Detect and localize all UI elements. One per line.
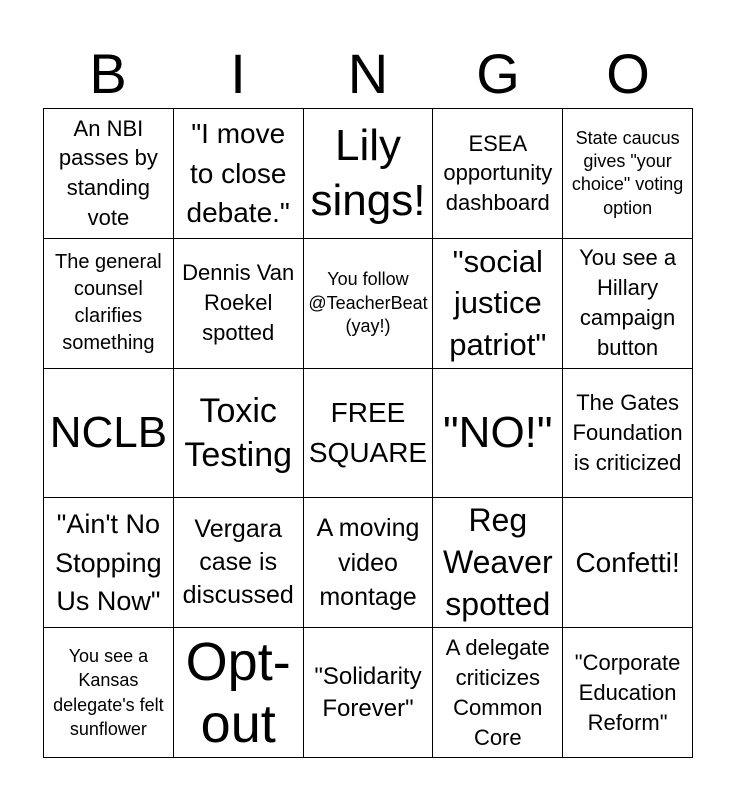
cell-text: Opt-out — [185, 631, 291, 754]
bingo-cell-r1-c1[interactable] — [44, 109, 174, 239]
cell-text: The general counsel clarifies something — [55, 250, 162, 355]
header-letter-i: I — [230, 42, 246, 105]
bingo-cell-r5-c3[interactable] — [304, 628, 434, 758]
bingo-cell-r3-c2[interactable] — [174, 369, 304, 499]
cell-text: Lily sings! — [310, 121, 426, 226]
bingo-cell-r1-c3[interactable] — [304, 109, 434, 239]
bingo-header — [43, 40, 693, 108]
cell-text: State caucus gives "your choice" voting option — [571, 127, 684, 218]
bingo-cell-r1-c5[interactable] — [563, 109, 693, 239]
cell-text: "Ain't No Stopping Us Now" — [55, 509, 162, 616]
cell-text: A delegate criticizes Common Core — [445, 634, 550, 750]
header-letter-n: N — [347, 42, 389, 105]
bingo-cell-r1-c2[interactable] — [174, 109, 304, 239]
header-letter-g: G — [476, 42, 520, 105]
bingo-cell-r3-c3[interactable] — [304, 369, 434, 499]
bingo-cell-r5-c5[interactable] — [563, 628, 693, 758]
bingo-cell-r4-c3[interactable] — [304, 498, 434, 628]
cell-text: Reg Weaver spotted — [442, 502, 553, 622]
bingo-cell-r2-c2[interactable] — [174, 239, 304, 369]
cell-text: You follow @TeacherBeat (yay!) — [308, 269, 428, 336]
bingo-cell-r3-c4[interactable] — [433, 369, 563, 499]
bingo-cell-r4-c5[interactable] — [563, 498, 693, 628]
cell-text: Dennis Van Roekel spotted — [182, 260, 295, 346]
bingo-cell-r4-c4[interactable] — [433, 498, 563, 628]
bingo-cell-r4-c1[interactable] — [44, 498, 174, 628]
bingo-cell-r2-c4[interactable] — [433, 239, 563, 369]
bingo-cell-r3-c5[interactable] — [563, 369, 693, 499]
bingo-cell-r2-c3[interactable] — [304, 239, 434, 369]
header-letter-b: B — [89, 42, 127, 105]
cell-text: You see a Hillary campaign button — [579, 245, 677, 361]
cell-text: Confetti! — [575, 546, 680, 578]
cell-text: NCLB — [49, 408, 168, 458]
cell-text: Vergara case is discussed — [182, 515, 294, 610]
header-letter-o: O — [606, 42, 650, 105]
bingo-cell-r5-c2[interactable] — [174, 628, 304, 758]
cell-text: "Corporate Education Reform" — [574, 649, 681, 735]
bingo-cell-r3-c1[interactable] — [44, 369, 174, 499]
cell-text: ESEA opportunity dashboard — [443, 130, 553, 216]
bingo-cell-r1-c4[interactable] — [433, 109, 563, 239]
cell-text: "social justice patriot" — [449, 243, 547, 362]
bingo-cell-r4-c2[interactable] — [174, 498, 304, 628]
bingo-cell-r2-c1[interactable] — [44, 239, 174, 369]
cell-text: "NO!" — [443, 408, 553, 458]
cell-text: "Solidarity Forever" — [314, 662, 422, 722]
cell-text: "I move to close debate." — [186, 117, 290, 229]
bingo-cell-r5-c4[interactable] — [433, 628, 563, 758]
bingo-board — [43, 108, 693, 758]
bingo-cell-r2-c5[interactable] — [563, 239, 693, 369]
cell-text: An NBI passes by standing vote — [58, 115, 158, 231]
cell-text: Toxic Testing — [184, 391, 293, 474]
cell-text: FREE SQUARE — [308, 397, 428, 468]
cell-text: A moving video montage — [316, 514, 420, 612]
cell-text: The Gates Foundation is criticized — [572, 390, 683, 475]
bingo-cell-r5-c1[interactable] — [44, 628, 174, 758]
cell-text: You see a Kansas delegate's felt sunflower — [53, 646, 164, 739]
